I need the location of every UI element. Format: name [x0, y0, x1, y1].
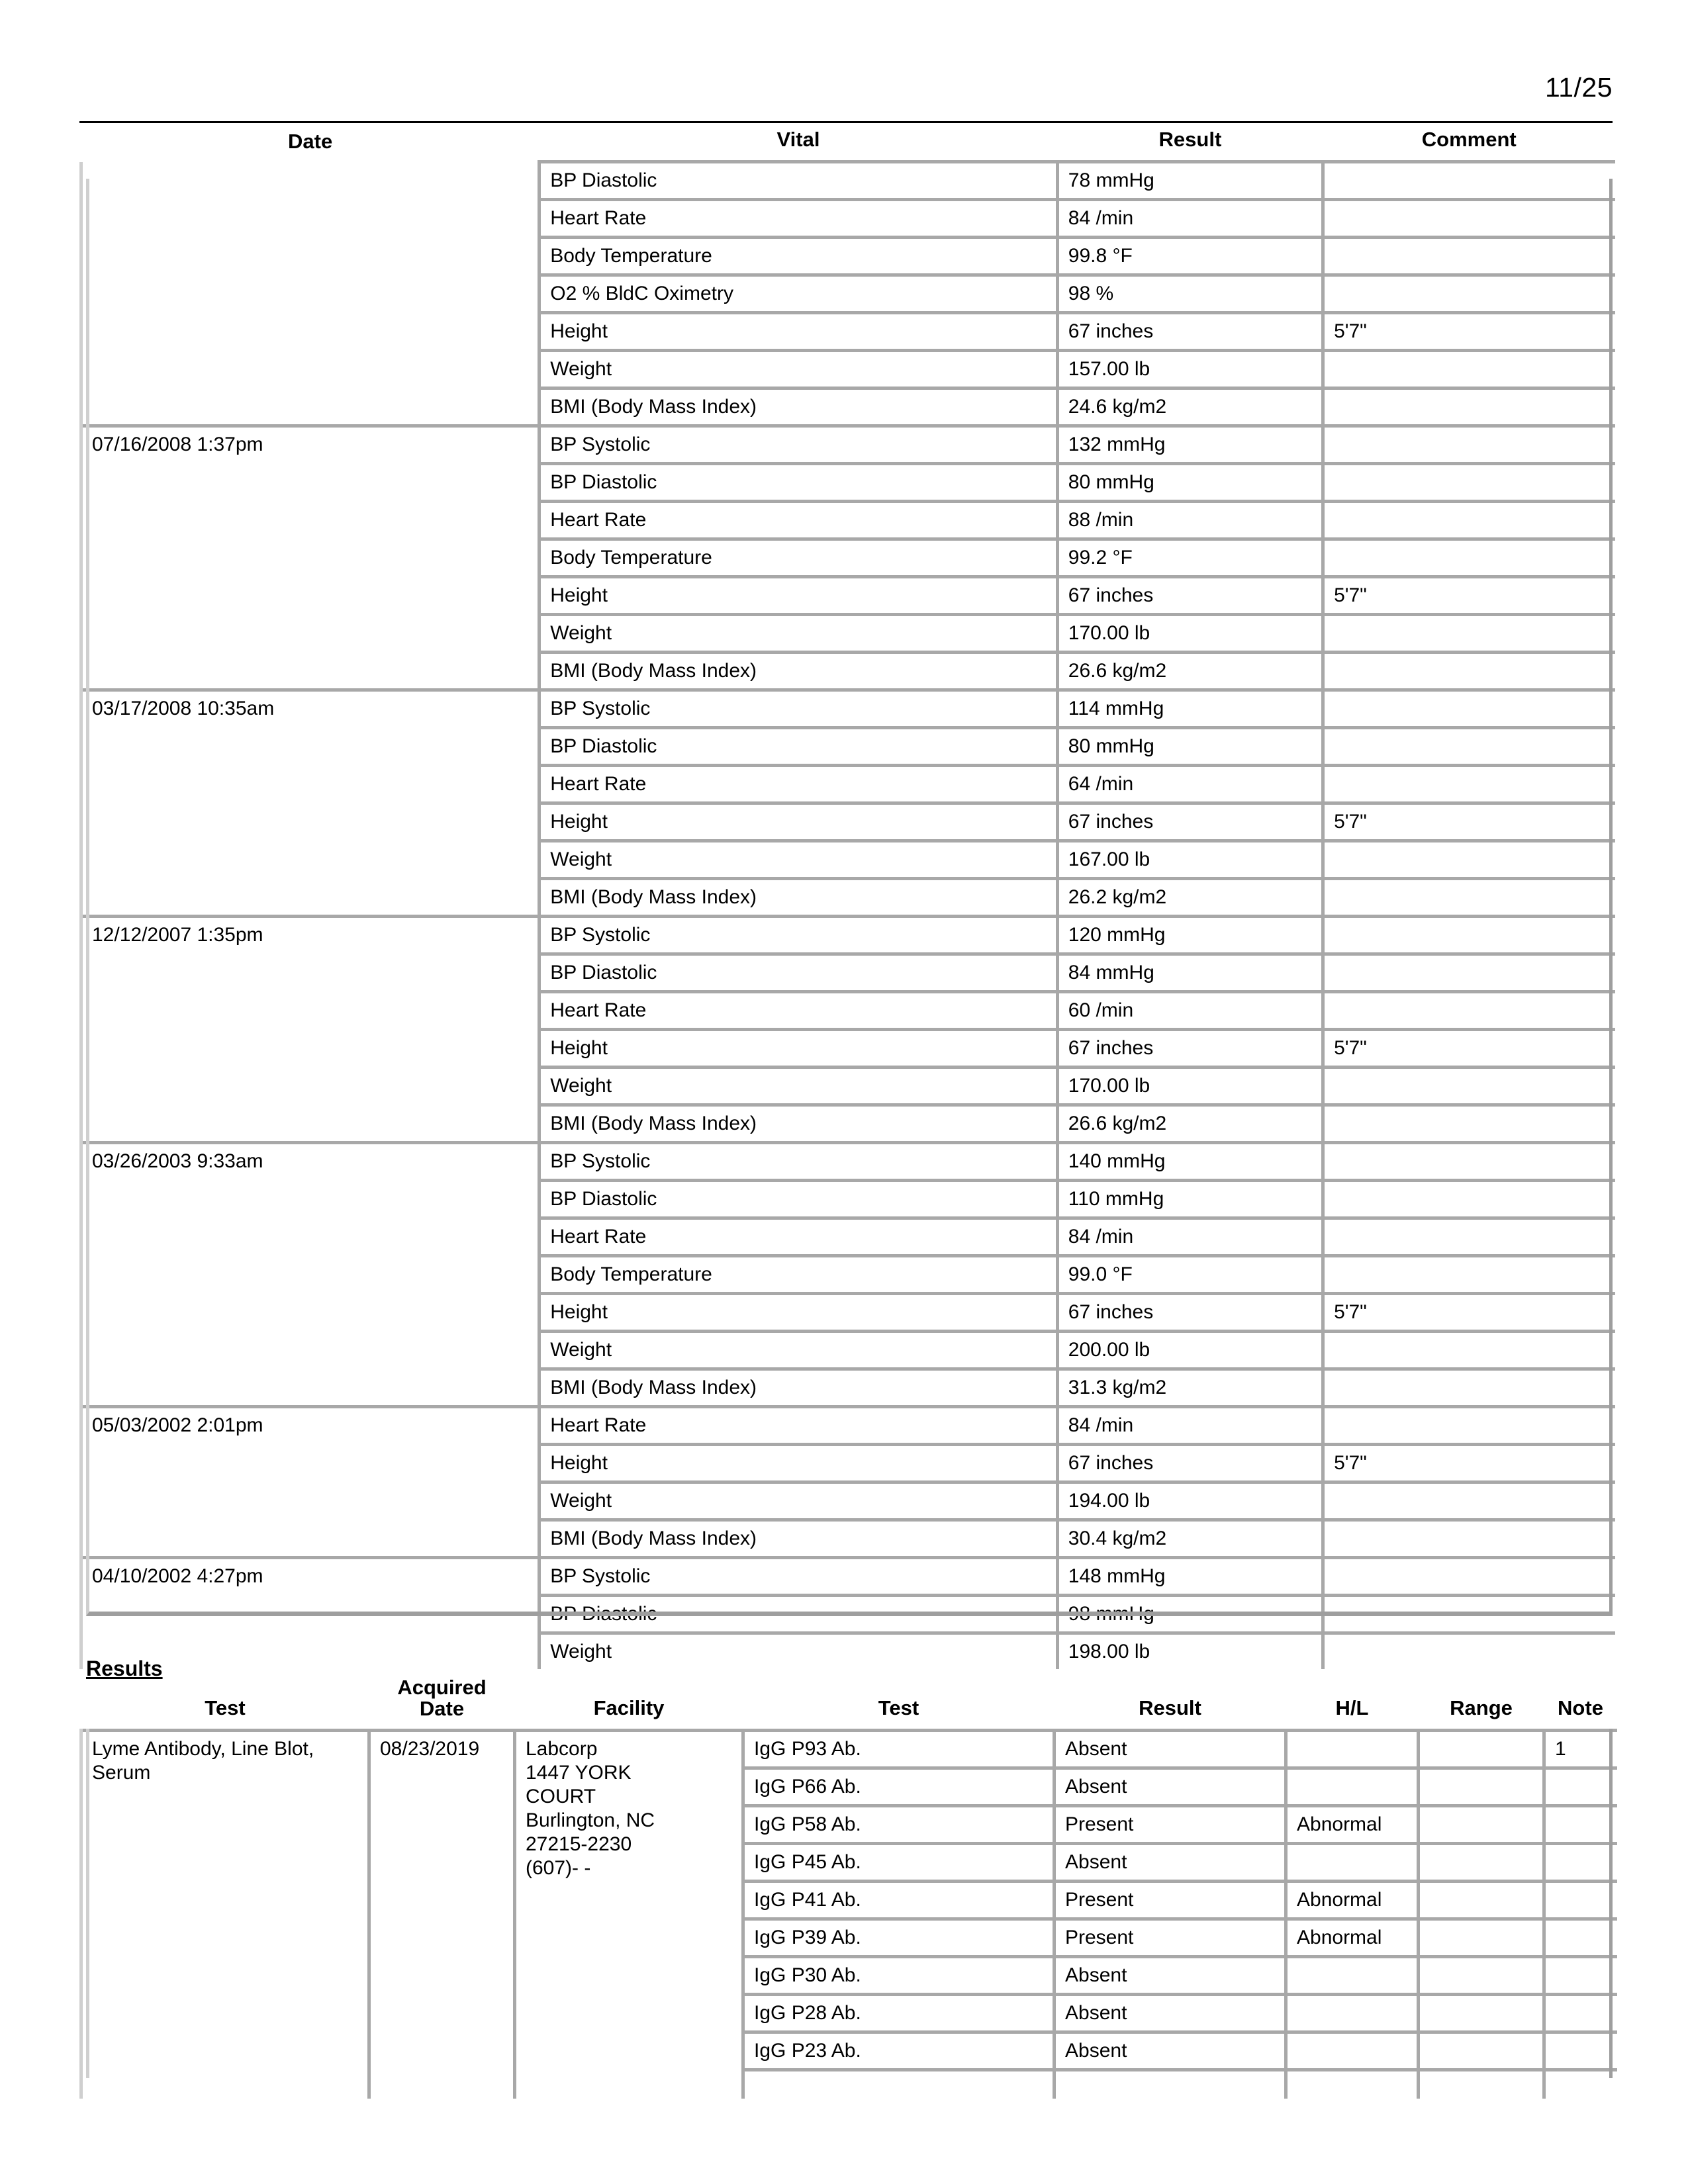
- results-cell-panel-test-name: Lyme Antibody, Line Blot, Serum: [81, 1731, 369, 2099]
- vitals-cell-vital: BP Systolic: [539, 426, 1058, 464]
- results-cell-note: [1544, 1844, 1617, 1882]
- vitals-cell-vital: Heart Rate: [539, 1218, 1058, 1256]
- results-cell-result: Absent: [1055, 2032, 1286, 2070]
- vitals-row: [81, 1218, 1616, 1256]
- vitals-cell-date: [81, 313, 539, 351]
- vitals-cell-result: 99.0 °F: [1057, 1256, 1323, 1294]
- vitals-cell-vital: BMI (Body Mass Index): [539, 1369, 1058, 1407]
- vitals-cell-comment: [1323, 917, 1615, 954]
- vitals-cell-vital: Height: [539, 1445, 1058, 1482]
- vitals-cell-vital: BP Systolic: [539, 1558, 1058, 1596]
- vitals-cell-comment: 5'7": [1323, 1445, 1615, 1482]
- vitals-row: [81, 1369, 1616, 1407]
- vitals-row: [81, 1558, 1616, 1596]
- vitals-cell-vital: BMI (Body Mass Index): [539, 1105, 1058, 1143]
- vitals-cell-date: [81, 841, 539, 879]
- vitals-cell-comment: [1323, 1407, 1615, 1445]
- vitals-cell-comment: [1323, 992, 1615, 1030]
- vitals-cell-result: 67 inches: [1057, 1030, 1323, 1068]
- results-col-header-range: Range: [1450, 1696, 1513, 1719]
- results-cell-result: Present: [1055, 1882, 1286, 1919]
- vitals-cell-result: 24.6 kg/m2: [1057, 388, 1323, 426]
- results-cell-range: [1419, 1806, 1544, 1844]
- results-cell-test: IgG P45 Ab.: [743, 1844, 1055, 1882]
- results-cell-test: IgG P66 Ab.: [743, 1768, 1055, 1806]
- vitals-cell-date: [81, 1105, 539, 1143]
- results-cell-range: [1419, 1882, 1544, 1919]
- results-section-heading: Results: [86, 1657, 163, 1680]
- vitals-cell-result: 140 mmHg: [1057, 1143, 1323, 1181]
- vitals-cell-result: 84 mmHg: [1057, 954, 1323, 992]
- vitals-row: [81, 1482, 1616, 1520]
- vitals-table-body: [81, 162, 1616, 1670]
- results-col-header-acquired-date: [369, 1674, 515, 1731]
- vitals-cell-date: 12/12/2007 1:35pm: [81, 917, 539, 954]
- vitals-table: [79, 126, 1615, 1669]
- vitals-cell-comment: [1323, 238, 1615, 275]
- vitals-cell-date: [81, 1332, 539, 1369]
- vitals-cell-vital: BP Diastolic: [539, 1181, 1058, 1218]
- vitals-cell-vital: Heart Rate: [539, 766, 1058, 803]
- results-cell-note: [1544, 1768, 1617, 1806]
- page-number: 11/25: [1544, 72, 1613, 103]
- vitals-row: [81, 539, 1616, 577]
- vitals-cell-comment: [1323, 162, 1615, 200]
- vitals-cell-comment: [1323, 954, 1615, 992]
- vitals-cell-vital: Weight: [539, 1332, 1058, 1369]
- facility-line: Labcorp: [526, 1738, 598, 1760]
- vitals-cell-vital: Heart Rate: [539, 1407, 1058, 1445]
- results-col-header-note: Note: [1558, 1696, 1603, 1719]
- vitals-cell-vital: BP Systolic: [539, 1143, 1058, 1181]
- results-cell-hl: Abnormal: [1286, 1806, 1419, 1844]
- results-col-header-facility: Facility: [593, 1696, 665, 1719]
- vitals-cell-result: 31.3 kg/m2: [1057, 1369, 1323, 1407]
- vitals-cell-comment: [1323, 539, 1615, 577]
- vitals-cell-vital: BP Systolic: [539, 690, 1058, 728]
- vitals-cell-result: 84 /min: [1057, 200, 1323, 238]
- vitals-row: [81, 1181, 1616, 1218]
- vitals-cell-date: [81, 502, 539, 539]
- acquired-date-line1: Acquired: [397, 1676, 487, 1699]
- vitals-cell-comment: [1323, 1520, 1615, 1558]
- results-cell-result: Absent: [1055, 1731, 1286, 1768]
- vitals-row: [81, 502, 1616, 539]
- vitals-cell-vital: BMI (Body Mass Index): [539, 879, 1058, 917]
- vitals-table-container: [79, 126, 1615, 1669]
- vitals-cell-result: 110 mmHg: [1057, 1181, 1323, 1218]
- vitals-cell-date: [81, 1181, 539, 1218]
- vitals-row: [81, 841, 1616, 879]
- vitals-cell-result: 99.8 °F: [1057, 238, 1323, 275]
- vitals-cell-date: 04/10/2002 4:27pm: [81, 1558, 539, 1596]
- vitals-row: [81, 200, 1616, 238]
- results-cell-empty: [1286, 2070, 1419, 2099]
- vitals-cell-result: 99.2 °F: [1057, 539, 1323, 577]
- results-cell-result: Absent: [1055, 1957, 1286, 1995]
- vitals-row: [81, 1596, 1616, 1633]
- results-cell-result: Absent: [1055, 1844, 1286, 1882]
- results-cell-hl: Abnormal: [1286, 1882, 1419, 1919]
- results-col-header-test-panel: Test: [205, 1696, 246, 1719]
- results-cell-hl: [1286, 1768, 1419, 1806]
- results-cell-hl: Abnormal: [1286, 1919, 1419, 1957]
- vitals-cell-date: 03/26/2003 9:33am: [81, 1143, 539, 1181]
- vitals-cell-comment: [1323, 879, 1615, 917]
- results-cell-result: Absent: [1055, 1995, 1286, 2032]
- vitals-cell-comment: [1323, 1482, 1615, 1520]
- results-cell-result: Present: [1055, 1806, 1286, 1844]
- vitals-row: [81, 803, 1616, 841]
- vitals-cell-date: 05/03/2002 2:01pm: [81, 1407, 539, 1445]
- results-cell-hl: [1286, 1957, 1419, 1995]
- vitals-row: [81, 728, 1616, 766]
- results-cell-result: Present: [1055, 1919, 1286, 1957]
- results-header-row: [81, 1674, 1617, 1731]
- results-cell-range: [1419, 1731, 1544, 1768]
- vitals-cell-comment: [1323, 1105, 1615, 1143]
- vitals-row: [81, 1633, 1616, 1670]
- vitals-row: [81, 238, 1616, 275]
- vitals-cell-vital: Body Temperature: [539, 539, 1058, 577]
- vitals-cell-comment: 5'7": [1323, 803, 1615, 841]
- vitals-col-header-comment: Comment: [1421, 128, 1517, 151]
- vitals-cell-date: [81, 238, 539, 275]
- vitals-row: [81, 577, 1616, 615]
- vitals-cell-date: [81, 275, 539, 313]
- vitals-row: [81, 1445, 1616, 1482]
- vitals-cell-comment: [1323, 502, 1615, 539]
- vitals-cell-date: [81, 1294, 539, 1332]
- results-cell-range: [1419, 1768, 1544, 1806]
- vitals-cell-result: 88 /min: [1057, 502, 1323, 539]
- vitals-row: [81, 351, 1616, 388]
- vitals-cell-comment: [1323, 1596, 1615, 1633]
- vitals-cell-vital: BP Systolic: [539, 917, 1058, 954]
- vitals-cell-date: [81, 464, 539, 502]
- vitals-cell-date: 03/17/2008 10:35am: [81, 690, 539, 728]
- vitals-cell-comment: [1323, 1143, 1615, 1181]
- vitals-cell-comment: [1323, 388, 1615, 426]
- vitals-cell-comment: [1323, 275, 1615, 313]
- vitals-cell-date: [81, 992, 539, 1030]
- results-col-header-test: Test: [878, 1696, 919, 1719]
- vitals-cell-result: 67 inches: [1057, 1294, 1323, 1332]
- vitals-cell-result: 64 /min: [1057, 766, 1323, 803]
- vitals-cell-result: 26.6 kg/m2: [1057, 653, 1323, 690]
- results-cell-test: IgG P39 Ab.: [743, 1919, 1055, 1957]
- vitals-cell-date: [81, 615, 539, 653]
- vitals-cell-result: 80 mmHg: [1057, 728, 1323, 766]
- vitals-cell-result: 67 inches: [1057, 313, 1323, 351]
- vitals-cell-result: 98 %: [1057, 275, 1323, 313]
- vitals-cell-vital: Weight: [539, 1068, 1058, 1105]
- vitals-cell-vital: BP Diastolic: [539, 728, 1058, 766]
- vitals-cell-vital: Weight: [539, 1482, 1058, 1520]
- vitals-cell-date: [81, 1030, 539, 1068]
- vitals-row: [81, 1332, 1616, 1369]
- results-col-header-hl: H/L: [1335, 1696, 1369, 1719]
- vitals-cell-vital: BP Diastolic: [539, 1596, 1058, 1633]
- vitals-cell-comment: [1323, 766, 1615, 803]
- vitals-cell-comment: 5'7": [1323, 1294, 1615, 1332]
- vitals-row: [81, 1068, 1616, 1105]
- vitals-cell-date: [81, 162, 539, 200]
- results-cell-range: [1419, 1844, 1544, 1882]
- vitals-cell-date: [81, 728, 539, 766]
- facility-line: (607)- -: [526, 1857, 591, 1879]
- vitals-row: [81, 615, 1616, 653]
- results-cell-test: IgG P41 Ab.: [743, 1882, 1055, 1919]
- vitals-row: [81, 426, 1616, 464]
- vitals-cell-result: 84 /min: [1057, 1407, 1323, 1445]
- vitals-cell-vital: O2 % BldC Oximetry: [539, 275, 1058, 313]
- vitals-table-head: [81, 126, 1616, 162]
- results-cell-empty: [743, 2070, 1055, 2099]
- vitals-cell-vital: BP Diastolic: [539, 954, 1058, 992]
- vitals-cell-result: 200.00 lb: [1057, 1332, 1323, 1369]
- vitals-row: [81, 653, 1616, 690]
- vitals-cell-result: 60 /min: [1057, 992, 1323, 1030]
- vitals-cell-result: 67 inches: [1057, 577, 1323, 615]
- vitals-row: [81, 917, 1616, 954]
- vitals-cell-vital: Weight: [539, 351, 1058, 388]
- results-cell-hl: [1286, 1995, 1419, 2032]
- vitals-cell-vital: Body Temperature: [539, 238, 1058, 275]
- vitals-cell-date: [81, 1068, 539, 1105]
- vitals-cell-result: 170.00 lb: [1057, 615, 1323, 653]
- vitals-cell-vital: Heart Rate: [539, 992, 1058, 1030]
- vitals-cell-date: [81, 1445, 539, 1482]
- vitals-cell-comment: [1323, 1068, 1615, 1105]
- vitals-cell-result: 198.00 lb: [1057, 1633, 1323, 1670]
- vitals-cell-date: [81, 1369, 539, 1407]
- results-cell-note: [1544, 1882, 1617, 1919]
- vitals-cell-result: 67 inches: [1057, 1445, 1323, 1482]
- vitals-cell-date: [81, 1520, 539, 1558]
- vitals-cell-date: [81, 539, 539, 577]
- vitals-col-header-date: Date: [288, 129, 333, 153]
- results-cell-note: [1544, 1995, 1617, 2032]
- vitals-row: [81, 1030, 1616, 1068]
- vitals-cell-result: 148 mmHg: [1057, 1558, 1323, 1596]
- facility-line: 27215-2230: [526, 1833, 632, 1855]
- vitals-col-header-result: Result: [1158, 128, 1222, 151]
- vitals-cell-comment: [1323, 1633, 1615, 1670]
- vitals-cell-vital: Weight: [539, 615, 1058, 653]
- vitals-cell-result: 132 mmHg: [1057, 426, 1323, 464]
- vitals-cell-comment: 5'7": [1323, 1030, 1615, 1068]
- vitals-cell-result: 26.6 kg/m2: [1057, 1105, 1323, 1143]
- facility-line: 1447 YORK: [526, 1762, 632, 1784]
- vitals-cell-date: [81, 954, 539, 992]
- vitals-cell-comment: [1323, 351, 1615, 388]
- vitals-cell-date: [81, 766, 539, 803]
- vitals-cell-date: [81, 1218, 539, 1256]
- vitals-cell-comment: [1323, 464, 1615, 502]
- vitals-cell-vital: Heart Rate: [539, 502, 1058, 539]
- vitals-cell-result: 167.00 lb: [1057, 841, 1323, 879]
- facility-line: COURT: [526, 1786, 596, 1807]
- vitals-cell-result: 67 inches: [1057, 803, 1323, 841]
- vitals-cell-comment: 5'7": [1323, 313, 1615, 351]
- vitals-cell-comment: [1323, 1369, 1615, 1407]
- vitals-cell-vital: BMI (Body Mass Index): [539, 388, 1058, 426]
- vitals-row: [81, 992, 1616, 1030]
- vitals-cell-vital: Height: [539, 313, 1058, 351]
- vitals-cell-result: 170.00 lb: [1057, 1068, 1323, 1105]
- vitals-row: [81, 766, 1616, 803]
- results-cell-range: [1419, 2032, 1544, 2070]
- vitals-cell-vital: Height: [539, 803, 1058, 841]
- vitals-row: [81, 1407, 1616, 1445]
- vitals-cell-vital: BMI (Body Mass Index): [539, 1520, 1058, 1558]
- page-header: [79, 71, 1613, 124]
- results-cell-empty: [1055, 2070, 1286, 2099]
- results-table: [79, 1674, 1617, 2099]
- results-cell-note: [1544, 1957, 1617, 1995]
- results-cell-hl: [1286, 1731, 1419, 1768]
- vitals-cell-comment: [1323, 1218, 1615, 1256]
- vitals-cell-result: 80 mmHg: [1057, 464, 1323, 502]
- vitals-cell-comment: [1323, 1256, 1615, 1294]
- results-cell-test: IgG P28 Ab.: [743, 1995, 1055, 2032]
- vitals-row: [81, 313, 1616, 351]
- vitals-cell-date: [81, 351, 539, 388]
- results-cell-hl: [1286, 1844, 1419, 1882]
- vitals-cell-comment: [1323, 653, 1615, 690]
- vitals-cell-date: 07/16/2008 1:37pm: [81, 426, 539, 464]
- vitals-cell-vital: BP Diastolic: [539, 464, 1058, 502]
- vitals-row: [81, 388, 1616, 426]
- vitals-cell-vital: BP Diastolic: [539, 162, 1058, 200]
- vitals-cell-result: 98 mmHg: [1057, 1596, 1323, 1633]
- vitals-cell-date: [81, 388, 539, 426]
- vitals-cell-comment: [1323, 728, 1615, 766]
- results-cell-note: [1544, 1919, 1617, 1957]
- vitals-cell-vital: Height: [539, 1030, 1058, 1068]
- vitals-cell-date: [81, 653, 539, 690]
- vitals-row: [81, 1256, 1616, 1294]
- vitals-row: [81, 162, 1616, 200]
- vitals-cell-vital: Body Temperature: [539, 1256, 1058, 1294]
- results-cell-range: [1419, 1919, 1544, 1957]
- acquired-date-line2: Date: [419, 1697, 465, 1720]
- vitals-header-row: [81, 126, 1616, 162]
- results-cell-result: Absent: [1055, 1768, 1286, 1806]
- vitals-cell-comment: [1323, 1332, 1615, 1369]
- results-table-body: [81, 1731, 1617, 2099]
- vitals-cell-result: 114 mmHg: [1057, 690, 1323, 728]
- vitals-cell-vital: Weight: [539, 841, 1058, 879]
- vitals-cell-result: 157.00 lb: [1057, 351, 1323, 388]
- vitals-cell-vital: BMI (Body Mass Index): [539, 653, 1058, 690]
- vitals-row: [81, 1143, 1616, 1181]
- results-cell-facility: [515, 1731, 743, 2099]
- vitals-cell-comment: [1323, 426, 1615, 464]
- vitals-cell-result: 194.00 lb: [1057, 1482, 1323, 1520]
- vitals-cell-vital: Height: [539, 577, 1058, 615]
- results-cell-test: IgG P58 Ab.: [743, 1806, 1055, 1844]
- vitals-cell-vital: Weight: [539, 1633, 1058, 1670]
- vitals-cell-comment: [1323, 200, 1615, 238]
- vitals-cell-result: 120 mmHg: [1057, 917, 1323, 954]
- vitals-cell-vital: Heart Rate: [539, 200, 1058, 238]
- vitals-cell-result: 26.2 kg/m2: [1057, 879, 1323, 917]
- vitals-cell-result: 30.4 kg/m2: [1057, 1520, 1323, 1558]
- results-cell-test: IgG P30 Ab.: [743, 1957, 1055, 1995]
- facility-line: Burlington, NC: [526, 1809, 655, 1831]
- vitals-cell-vital: Height: [539, 1294, 1058, 1332]
- results-row: [81, 1731, 1617, 1768]
- vitals-cell-comment: [1323, 1558, 1615, 1596]
- vitals-cell-date: [81, 879, 539, 917]
- results-cell-note: [1544, 1806, 1617, 1844]
- results-cell-empty: [1419, 2070, 1544, 2099]
- results-cell-empty: [1544, 2070, 1617, 2099]
- results-cell-acquired-date: 08/23/2019: [369, 1731, 515, 2099]
- vitals-cell-date: [81, 803, 539, 841]
- vitals-cell-date: [81, 1596, 539, 1633]
- vitals-cell-comment: 5'7": [1323, 577, 1615, 615]
- vitals-row: [81, 1520, 1616, 1558]
- vitals-cell-date: [81, 1482, 539, 1520]
- vitals-cell-date: [81, 1256, 539, 1294]
- vitals-cell-comment: [1323, 690, 1615, 728]
- vitals-row: [81, 690, 1616, 728]
- vitals-cell-date: [81, 200, 539, 238]
- vitals-row: [81, 954, 1616, 992]
- vitals-cell-comment: [1323, 615, 1615, 653]
- results-cell-note: 1: [1544, 1731, 1617, 1768]
- header-divider: [79, 121, 1613, 123]
- vitals-cell-comment: [1323, 841, 1615, 879]
- results-cell-range: [1419, 1957, 1544, 1995]
- vitals-row: [81, 275, 1616, 313]
- results-cell-note: [1544, 2032, 1617, 2070]
- results-cell-test: IgG P23 Ab.: [743, 2032, 1055, 2070]
- vitals-cell-result: 78 mmHg: [1057, 162, 1323, 200]
- vitals-row: [81, 464, 1616, 502]
- results-col-header-result: Result: [1139, 1696, 1201, 1719]
- vitals-row: [81, 1294, 1616, 1332]
- results-table-container: [79, 1674, 1615, 2099]
- vitals-row: [81, 879, 1616, 917]
- results-table-head: [81, 1674, 1617, 1731]
- vitals-cell-result: 84 /min: [1057, 1218, 1323, 1256]
- vitals-col-header-vital: Vital: [776, 128, 820, 151]
- vitals-cell-comment: [1323, 1181, 1615, 1218]
- results-cell-hl: [1286, 2032, 1419, 2070]
- results-cell-range: [1419, 1995, 1544, 2032]
- results-cell-test: IgG P93 Ab.: [743, 1731, 1055, 1768]
- vitals-cell-date: [81, 577, 539, 615]
- vitals-row: [81, 1105, 1616, 1143]
